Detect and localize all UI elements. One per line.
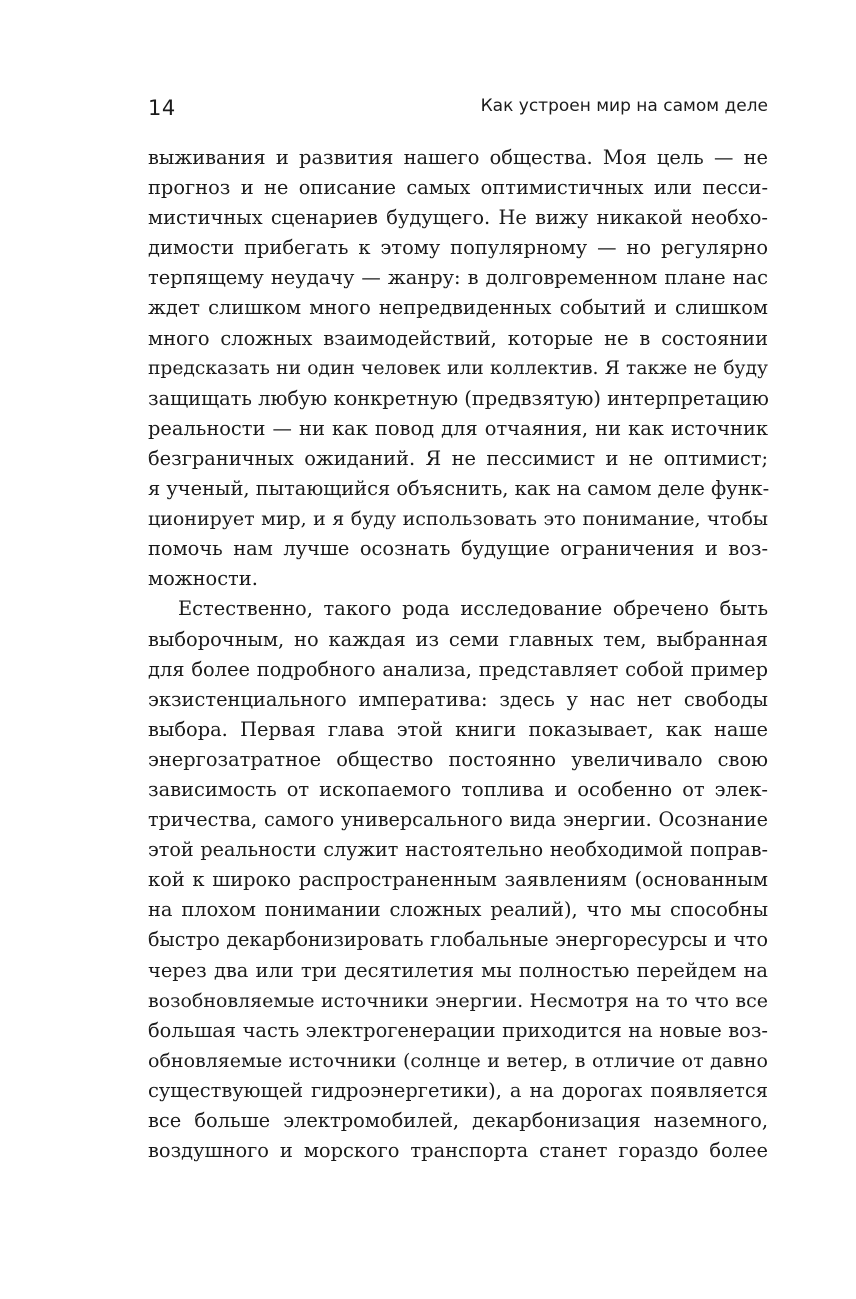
- text-line: через два или три десятилетия мы полностью перейдем на: [148, 958, 768, 982]
- text-line: обновляемые источники (солнце и ветер, в отличие от давно: [148, 1049, 768, 1072]
- text-line: можности.: [148, 567, 258, 591]
- paragraph-1: [148, 143, 768, 594]
- text-line: быстро декарбонизировать глобальные энергоресурсы и что: [148, 928, 768, 952]
- text-line: выборочным, но каждая из семи главных тем, выбранная: [148, 627, 768, 651]
- text-line: кой к широко распространенным заявлениям (основанным: [148, 868, 768, 892]
- text-line: этой реальности служит настоятельно необходимой поправ-: [148, 838, 768, 862]
- running-title: Как устроен мир на самом деле: [480, 96, 768, 116]
- text-line: ждет слишком много непредвиденных событий и слишком: [148, 296, 768, 320]
- text-line: прогноз и не описание самых оптимистичных или песси-: [148, 176, 768, 200]
- text-line: реальности — ни как повод для отчаяния, ни как источник: [148, 416, 768, 440]
- page-number: 14: [148, 96, 176, 120]
- text-line: энергозатратное общество постоянно увеличивало свою: [148, 747, 768, 771]
- text-line: ционирует мир, и я буду использовать это понимание, чтобы: [148, 508, 768, 531]
- text-line: все больше электромобилей, декарбонизация наземного,: [148, 1109, 768, 1132]
- text-line: тричества, самого универсального вида энергии. Осознание: [148, 808, 768, 832]
- text-line: возобновляемые источники энергии. Несмотря на то что все: [148, 989, 768, 1012]
- text-line: воздушного и морского транспорта станет гораздо более: [148, 1139, 768, 1163]
- text-line: зависимость от ископаемого топлива и особенно от элек-: [148, 777, 768, 801]
- text-line: Естественно, такого рода исследование обречено быть: [178, 597, 768, 621]
- running-head: [148, 96, 768, 126]
- text-line: димости прибегать к этому популярному — но регулярно: [148, 236, 768, 260]
- text-line: выживания и развития нашего общества. Моя цель — не: [148, 146, 768, 169]
- text-line: большая часть электрогенерации приходится на новые воз-: [148, 1018, 768, 1042]
- text-line: помочь нам лучше осознать будущие ограничения и воз-: [148, 537, 768, 561]
- text-line: терпящему неудачу — жанру: в долговременном плане нас: [148, 266, 768, 290]
- paragraph-2: [148, 594, 768, 1166]
- body-text: [148, 143, 768, 1166]
- text-line: защищать любую конкретную (предвзятую) интерпретацию: [148, 386, 769, 410]
- text-line: на плохом понимании сложных реалий), что мы способны: [148, 898, 768, 922]
- text-line: мистичных сценариев будущего. Не вижу никакой необхо-: [148, 206, 768, 230]
- text-line: выбора. Первая глава этой книги показывает, как наше: [148, 717, 768, 741]
- text-line: я ученый, пытающийся объяснить, как на самом деле функ-: [148, 477, 770, 501]
- text-line: существующей гидроэнергетики), а на дорогах появляется: [148, 1078, 768, 1102]
- text-line: безграничных ожиданий. Я не пессимист и не оптимист;: [148, 446, 768, 470]
- text-line: предсказать ни один человек или коллектив. Я также не буду: [148, 357, 768, 379]
- text-line: экзистенциального императива: здесь у нас нет свободы: [148, 687, 768, 711]
- text-line: много сложных взаимодействий, которые не в состоянии: [148, 326, 768, 350]
- text-line: для более подробного анализа, представляет собой пример: [148, 657, 768, 681]
